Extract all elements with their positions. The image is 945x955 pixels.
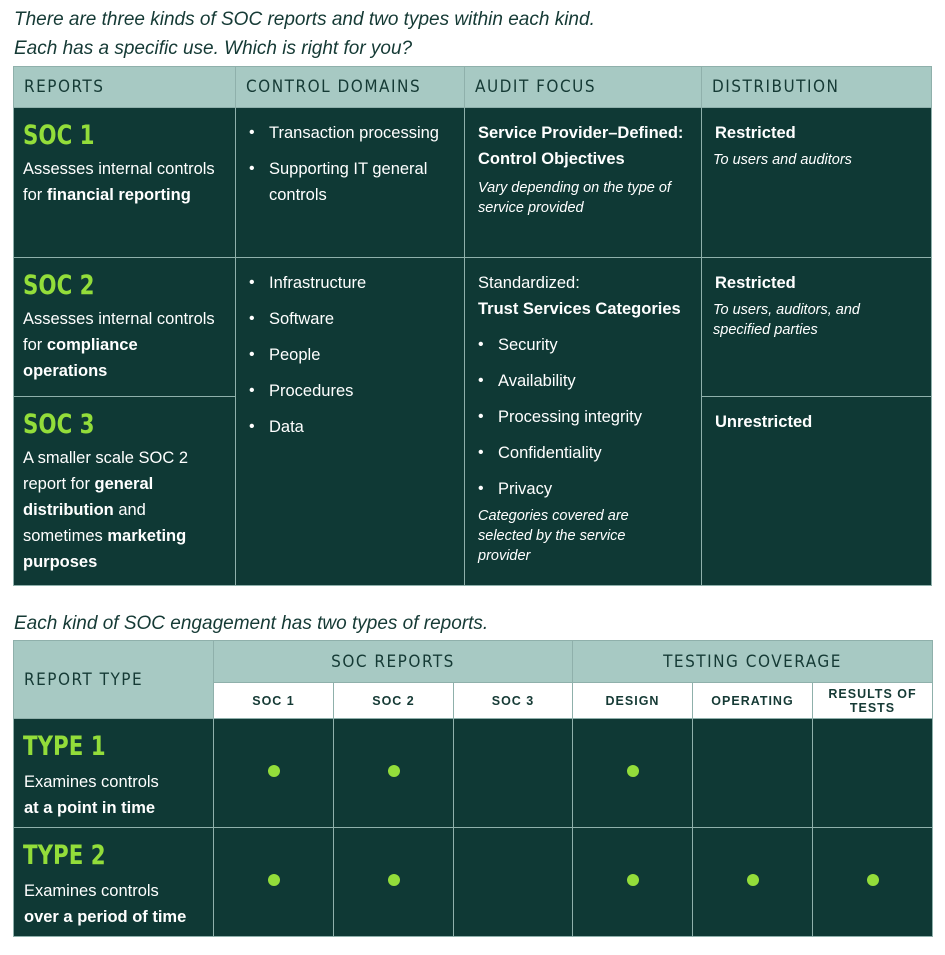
trust-categories-list <box>465 332 701 502</box>
list-item: • Processing integrity <box>465 404 701 430</box>
mark-cell <box>214 719 334 828</box>
mark-cell <box>573 719 693 828</box>
subheader-design: DESIGN <box>573 683 693 719</box>
included-dot-icon <box>627 874 639 886</box>
soc2-title: SOC 2 <box>23 270 95 301</box>
list-item: • Availability <box>465 368 701 394</box>
shared-focus-title: Standardized: Trust Services Categories <box>478 274 681 318</box>
header-distribution: DISTRIBUTION <box>702 67 932 108</box>
list-item: • Software <box>236 306 464 332</box>
shared-domain-list <box>236 270 464 440</box>
header-audit-focus: AUDIT FOCUS <box>465 67 702 108</box>
soc3-distribution-title: Unrestricted <box>715 413 813 431</box>
soc-reports-table <box>13 66 932 586</box>
mark-cell <box>454 719 573 828</box>
soc1-description: Assesses internal controls for financial reporting <box>23 160 215 204</box>
mark-cell <box>693 719 813 828</box>
included-dot-icon <box>388 874 400 886</box>
included-dot-icon <box>867 874 879 886</box>
soc2-distribution-note: To users, auditors, and specified parties <box>713 302 860 338</box>
soc1-title: SOC 1 <box>23 120 95 151</box>
mark-cell <box>573 828 693 937</box>
table-row <box>14 828 933 937</box>
soc1-focus-cell <box>465 108 702 258</box>
soc1-distribution-cell <box>702 108 932 258</box>
type1-title: TYPE 1 <box>23 731 106 762</box>
list-item: • Infrastructure <box>236 270 464 296</box>
list-item: • Security <box>465 332 701 358</box>
shared-focus-cell <box>465 258 702 586</box>
header-testing-coverage: TESTING COVERAGE <box>573 641 933 683</box>
soc2-distribution-cell <box>702 258 932 397</box>
included-dot-icon <box>627 765 639 777</box>
subheader-soc-1: SOC 1 <box>214 683 334 719</box>
soc2-description: Assesses internal controls for compliance operations <box>23 310 215 380</box>
type2-description: Examines controls over a period of time <box>24 882 187 926</box>
header-control-domains: CONTROL DOMAINS <box>236 67 465 108</box>
included-dot-icon <box>388 765 400 777</box>
mark-cell <box>334 719 454 828</box>
soc1-focus-title: Service Provider–Defined: Control Objectives <box>478 124 684 168</box>
header-soc-reports: SOC REPORTS <box>214 641 573 683</box>
list-item: • Procedures <box>236 378 464 404</box>
shared-domains-cell <box>236 258 465 586</box>
mark-cell <box>454 828 573 937</box>
soc1-domains-cell <box>236 108 465 258</box>
list-item: • Confidentiality <box>465 440 701 466</box>
soc1-domain-list <box>236 120 464 208</box>
table-row <box>14 719 933 828</box>
intro-line-2: Each has a specific use. Which is right for you? <box>14 38 413 59</box>
soc1-focus-note: Vary depending on the type of service provided <box>478 180 671 216</box>
subheader-soc-3: SOC 3 <box>454 683 573 719</box>
included-dot-icon <box>268 874 280 886</box>
list-item: • Supporting IT general controls <box>236 156 464 208</box>
list-item: • Data <box>236 414 464 440</box>
type2-title: TYPE 2 <box>23 840 106 871</box>
mark-cell <box>813 719 933 828</box>
subheader-results-of-tests: RESULTS OF TESTS <box>813 683 933 719</box>
soc3-report-cell <box>14 397 236 586</box>
mark-cell <box>813 828 933 937</box>
included-dot-icon <box>268 765 280 777</box>
shared-focus-note: Categories covered are selected by the service provider <box>478 508 629 564</box>
mark-cell <box>334 828 454 937</box>
report-types-table <box>13 640 933 937</box>
list-item: • Privacy <box>465 476 701 502</box>
included-dot-icon <box>747 874 759 886</box>
soc1-report-cell <box>14 108 236 258</box>
type1-cell <box>14 719 214 828</box>
list-item: • Transaction processing <box>236 120 464 146</box>
soc3-distribution-cell <box>702 397 932 586</box>
mark-cell <box>214 828 334 937</box>
subheader-operating: OPERATING <box>693 683 813 719</box>
soc2-distribution-title: Restricted <box>715 274 796 292</box>
header-reports: REPORTS <box>14 67 236 108</box>
type1-description: Examines controls at a point in time <box>24 773 159 817</box>
soc3-title: SOC 3 <box>23 409 95 440</box>
soc3-description: A smaller scale SOC 2 report for general distribution and sometimes marketing purposes <box>23 449 189 571</box>
soc1-distribution-title: Restricted <box>715 124 796 142</box>
soc2-report-cell <box>14 258 236 397</box>
type2-cell <box>14 828 214 937</box>
intro-line-3: Each kind of SOC engagement has two types of reports. <box>14 613 489 634</box>
list-item: • People <box>236 342 464 368</box>
subheader-soc-2: SOC 2 <box>334 683 454 719</box>
intro-line-1: There are three kinds of SOC reports and two types within each kind. <box>14 9 595 30</box>
header-report-type: REPORT TYPE <box>14 641 214 719</box>
mark-cell <box>693 828 813 937</box>
soc1-distribution-note: To users and auditors <box>713 152 852 168</box>
